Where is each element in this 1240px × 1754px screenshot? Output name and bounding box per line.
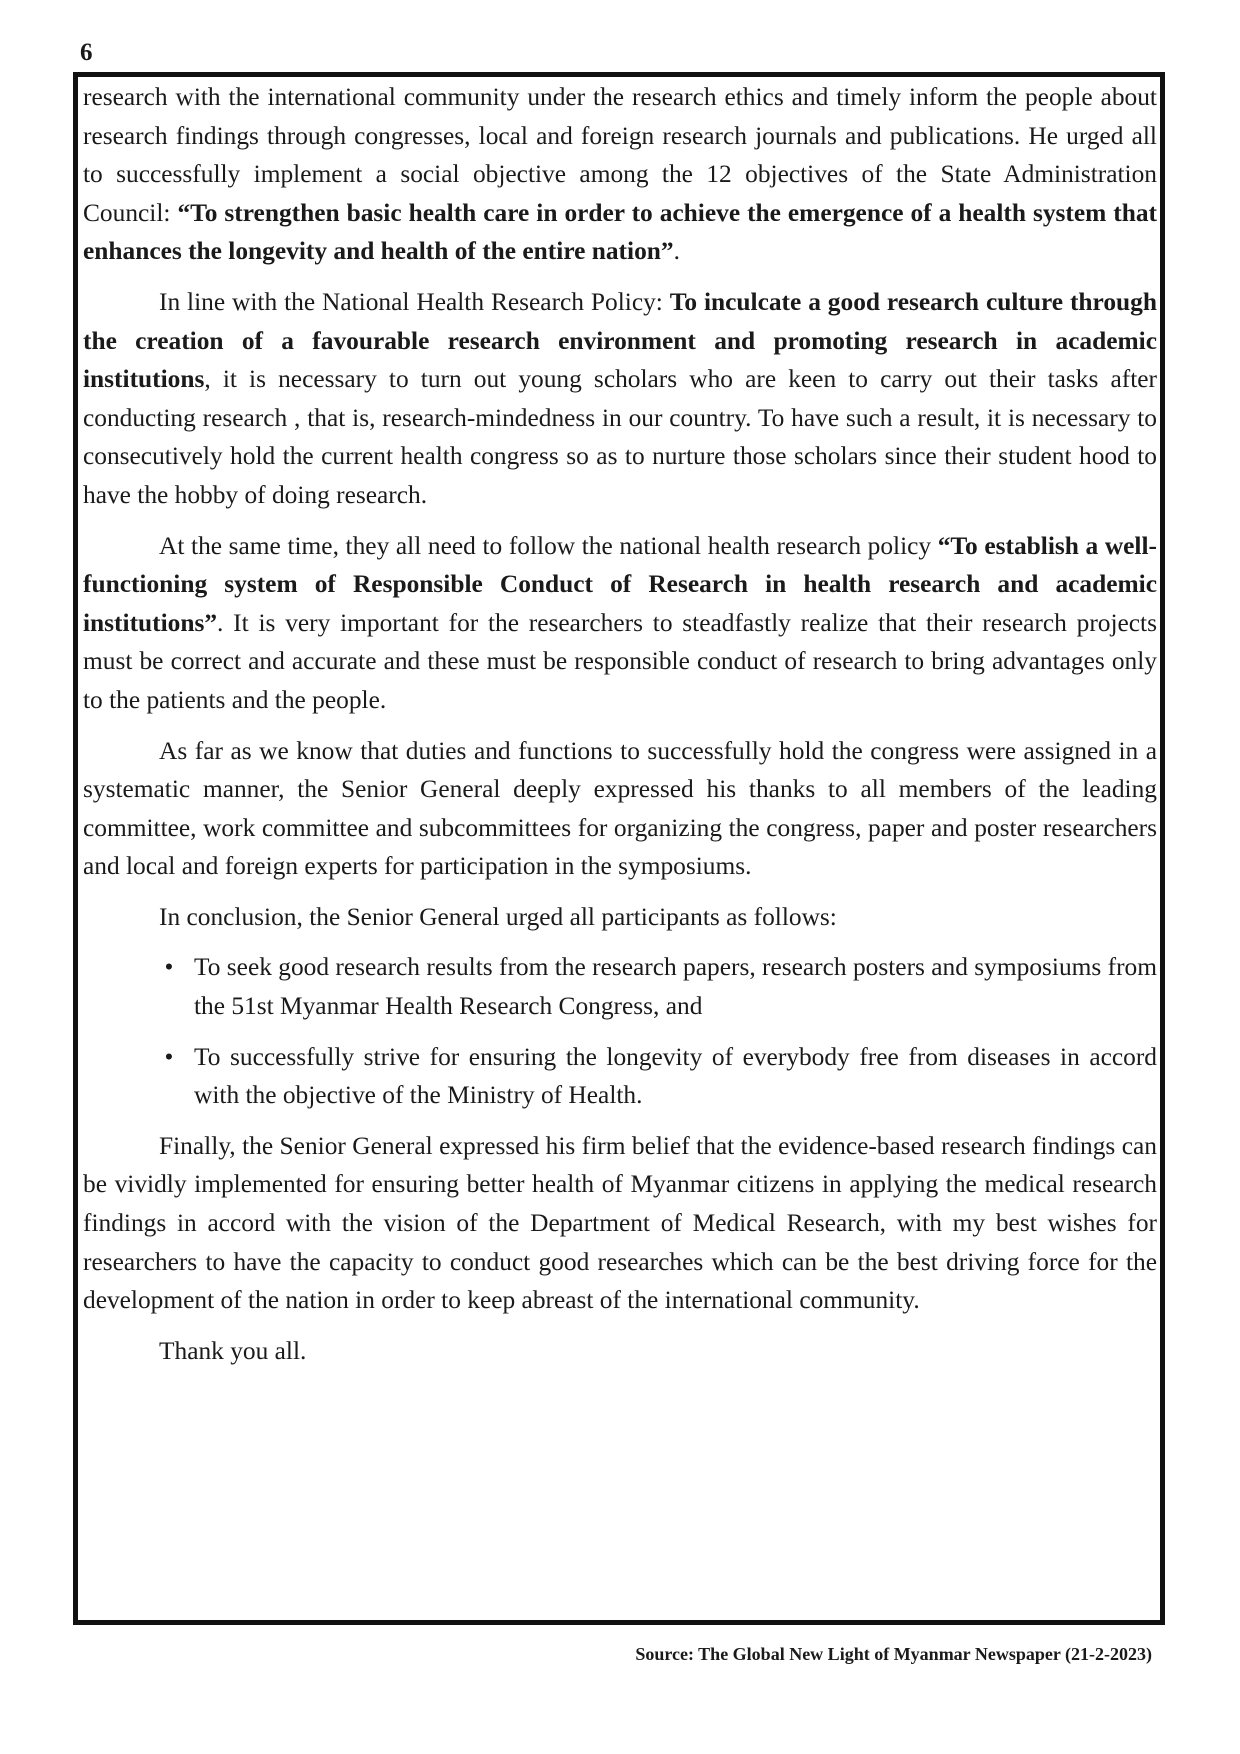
paragraph-research-policy <box>83 283 1157 515</box>
paragraph-text: , it is necessary to turn out young scholars who are keen to carry out their tasks after conducting research , that is, research-mindedness in our country. To have such a result, it is necessary to consecutively hold the current health congress so as to nurture those scholars since their student hood to have the hobby of doing research. <box>83 365 1157 509</box>
paragraph-responsible-conduct <box>83 527 1157 720</box>
bullet-list <box>83 948 1157 1114</box>
paragraph-thank-you: Thank you all. <box>159 1336 307 1365</box>
list-item <box>83 948 1157 1025</box>
paragraph-text: . It is very important for the researchers to steadfastly realize that their research projects must be correct and accurate and these must be responsible conduct of research to bring advantages only to the patients and the people. <box>83 608 1157 714</box>
paragraph-text: . <box>673 237 680 266</box>
paragraph-text: research with the international community under the research ethics and timely inform the people about research findings through congresses, local and foreign research journals and publications. He urged all to successfully implement a social objective among the 12 objectives of the State Administration Council: <box>83 83 1157 227</box>
bullet-text: To seek good research results from the research papers, research posters and symposiums from the 51st Myanmar Health Research Congress, and <box>194 953 1157 1021</box>
bold-policy-text: To inculcate a good research culture through the creation of a favourable research environment and promoting research in academic institutions <box>83 287 1157 394</box>
bold-quote-policy: “To establish a well-functioning system of Responsible Conduct of Research in health research and academic institutions” <box>83 531 1157 637</box>
bullet-icon: • <box>164 1042 174 1071</box>
paragraph-conclusion-intro: In conclusion, the Senior General urged all participants as follows: <box>159 902 837 931</box>
page-number: 6 <box>80 39 93 66</box>
paragraph-text: In line with the National Health Research Policy: <box>159 287 670 316</box>
bullet-icon: • <box>164 953 174 982</box>
paragraph-thanks: As far as we know that duties and functions to successfully hold the congress were assigned in a systematic manner, the Senior General deeply expressed his thanks to all members of the leading committee, work committee and subcommittees for organizing the congress, paper and poster researchers and local and foreign experts for participation in the symposiums. <box>83 736 1157 881</box>
source-citation: Source: The Global New Light of Myanmar Newspaper (21-2-2023) <box>635 1644 1152 1664</box>
paragraph-final-belief: Finally, the Senior General expressed his firm belief that the evidence-based research findings can be vividly implemented for ensuring better health of Myanmar citizens in applying the medical research findings in accord with the vision of the Department of Medical Research, with my best wishes for researchers to have the capacity to conduct good researches which can be the best driving force for the development of the nation in order to keep abreast of the international community. <box>83 1131 1157 1315</box>
bold-quote-objective: “To strengthen basic health care in order to achieve the emergence of a health system that enhances the longevity and health of the entire nation” <box>83 198 1157 266</box>
paragraph-text: At the same time, they all need to follow the national health research policy <box>159 531 938 560</box>
list-item <box>83 1038 1157 1115</box>
paragraph-objectives <box>83 78 1157 271</box>
bullet-text: To successfully strive for ensuring the longevity of everybody free from diseases in accord with the objective of the Ministry of Health. <box>194 1042 1157 1110</box>
article-body <box>83 78 1157 1382</box>
